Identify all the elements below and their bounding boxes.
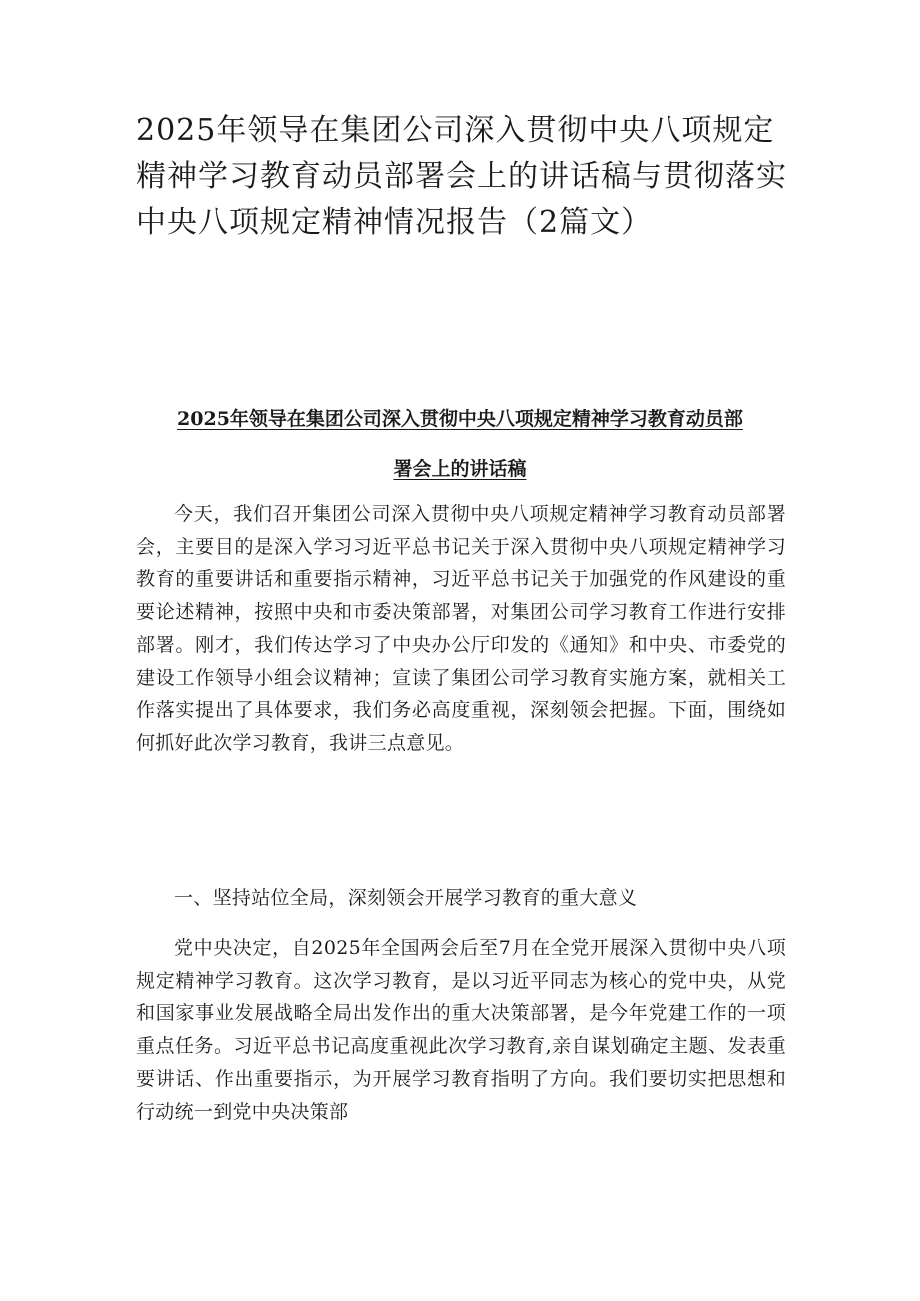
section-title-line-1: 2025年领导在集团公司深入贯彻中央八项规定精神学习教育动员部 <box>177 408 743 430</box>
paragraph-point-one: 党中央决定，自2025年全国两会后至7月在全党开展深入贯彻中央八项规定精神学习教育。这次学习教育，是以习近平同志为核心的党中央，从党和国家事业发展战略全局出发作出的重大决策部署，是今年党建工作的一项重点任务。习近平总书记高度重视此次学习教育,亲自谋划确定主题、发表重要讲话、作出重要指示，为开展学习教育指明了方向。我们要切实把思想和行动统一到党中央决策部 <box>136 937 786 1123</box>
heading-point-one: 一、坚持站位全局，深刻领会开展学习教育的重大意义 <box>174 887 638 909</box>
section-title-line-2: 署会上的讲话稿 <box>393 458 527 480</box>
paragraph-opening: 今天，我们召开集团公司深入贯彻中央八项规定精神学习教育动员部署会，主要目的是深入学习习近平总书记关于深入贯彻中央八项规定精神学习教育的重要讲话和重要指示精神，习近平总书记关于加强党的作风建设的重要论述精神，按照中央和市委决策部署，对集团公司学习教育工作进行安排部署。刚才，我们传达学习了中央办公厅印发的《通知》和中央、市委党的建设工作领导小组会议精神；宣读了集团公司学习教育实施方案，就相关工作落实提出了具体要求，我们务必高度重视，深刻领会把握。下面，围绕如何抓好此次学习教育，我讲三点意见。 <box>136 503 786 754</box>
document-title: 2025年领导在集团公司深入贯彻中央八项规定精神学习教育动员部署会上的讲话稿与贯彻落实中央八项规定精神情况报告（2篇文） <box>136 113 787 240</box>
